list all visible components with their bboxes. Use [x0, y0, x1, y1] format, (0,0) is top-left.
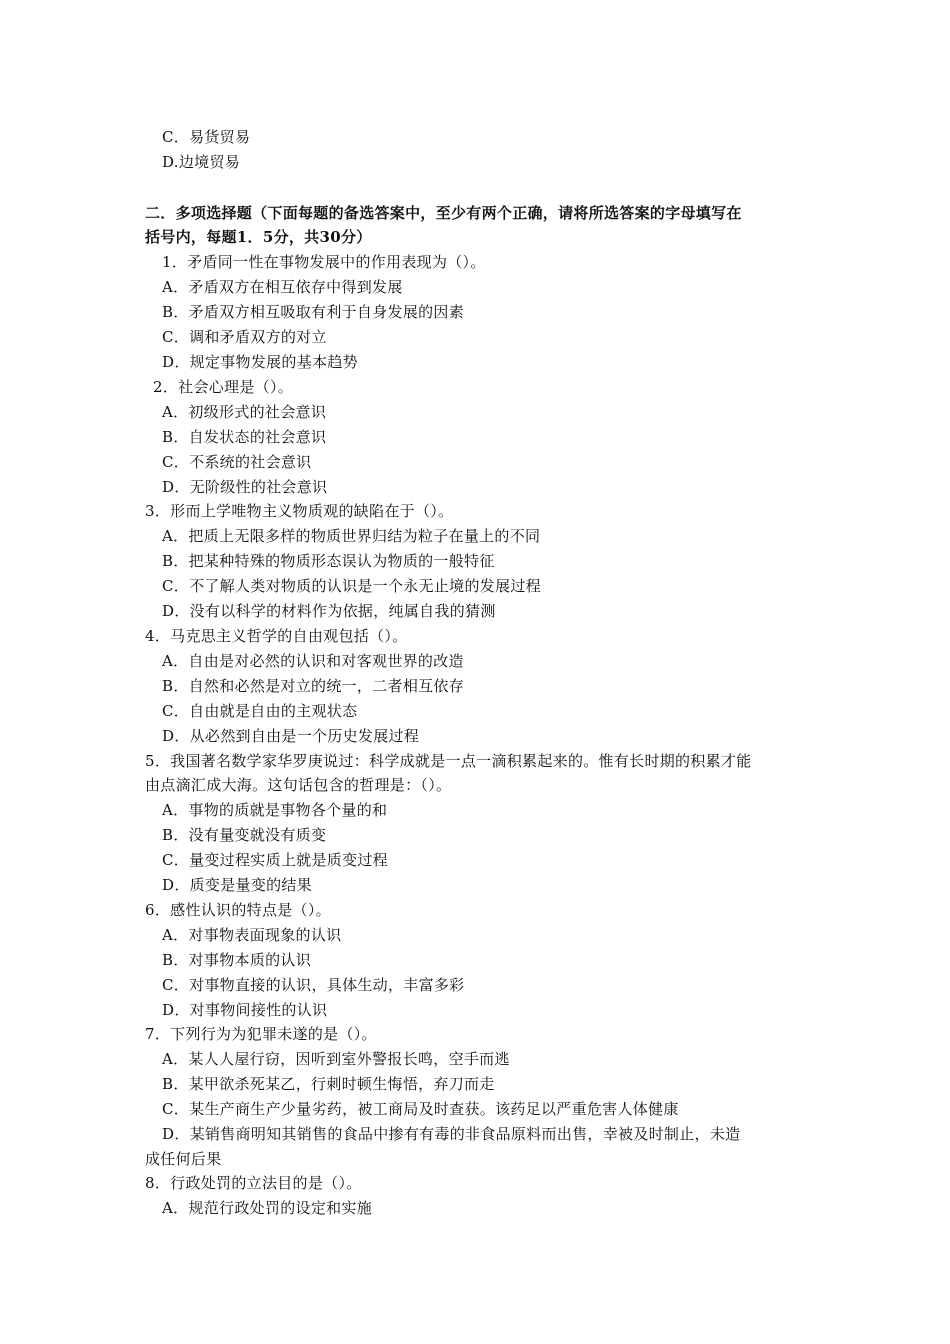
- option-line: D．从必然到自由是一个历史发展过程: [162, 727, 420, 745]
- option-line: D．质变是量变的结果: [162, 876, 313, 894]
- option-line: A．对事物表面现象的认识: [162, 926, 342, 944]
- question-line: 2．社会心理是（）。: [153, 378, 294, 396]
- option-line: D．没有以科学的材料作为依据，纯属自我的猜测: [162, 602, 496, 620]
- option-line: B．对事物本质的认识: [162, 951, 312, 969]
- question-line-cont: 由点滴汇成大海。这句话包含的哲理是：（）。: [145, 776, 452, 794]
- option-line: C．易货贸易: [162, 128, 251, 146]
- option-line: B．某甲欲杀死某乙，行刺时顿生悔悟，弃刀而走: [162, 1075, 495, 1093]
- option-line: C．量变过程实质上就是质变过程: [162, 851, 388, 869]
- option-line: D．对事物间接性的认识: [162, 1001, 328, 1019]
- option-line-cont: 成任何后果: [145, 1150, 222, 1168]
- option-line: C．不系统的社会意识: [162, 453, 312, 471]
- option-line: B．把某种特殊的物质形态误认为物质的一般特征: [162, 552, 495, 570]
- question-line: 4．马克思主义哲学的自由观包括（）。: [145, 627, 408, 645]
- question-line: 6．感性认识的特点是（）。: [145, 901, 331, 919]
- question-line: 8．行政处罚的立法目的是（）。: [145, 1174, 362, 1192]
- option-line: D．某销售商明知其销售的食品中掺有有毒的非食品原料而出售，幸被及时制止，未造: [162, 1125, 741, 1143]
- question-line: 1．矛盾同一性在事物发展中的作用表现为（）。: [162, 253, 486, 271]
- option-line: B．自然和必然是对立的统一，二者相互依存: [162, 677, 465, 695]
- question-line: 7．下列行为为犯罪未遂的是（）。: [145, 1025, 377, 1043]
- option-line: A．某人人屋行窃，因听到室外警报长鸣，空手而逃: [162, 1050, 510, 1068]
- section-heading-cont: 括号内，每题1．5分，共30分）: [145, 228, 372, 246]
- question-line: 3．形而上学唯物主义物质观的缺陷在于（）。: [145, 502, 454, 520]
- option-line: A．自由是对必然的认识和对客观世界的改造: [162, 652, 464, 670]
- option-line: C．调和矛盾双方的对立: [162, 328, 327, 346]
- option-line: D.边境贸易: [162, 153, 241, 171]
- option-line: C．某生产商生产少量劣药，被工商局及时查获。该药足以严重危害人体健康: [162, 1100, 679, 1118]
- option-line: A．规范行政处罚的设定和实施: [162, 1199, 373, 1217]
- option-line: A．事物的质就是事物各个量的和: [162, 801, 388, 819]
- question-line: 5．我国著名数学家华罗庚说过：科学成就是一点一滴积累起来的。惟有长时期的积累才能: [145, 752, 752, 770]
- option-line: A．矛盾双方在相互依存中得到发展: [162, 278, 403, 296]
- option-line: B．矛盾双方相互吸取有利于自身发展的因素: [162, 303, 465, 321]
- option-line: D．无阶级性的社会意识: [162, 478, 328, 496]
- option-line: C．自由就是自由的主观状态: [162, 702, 358, 720]
- option-line: C．不了解人类对物质的认识是一个永无止境的发展过程: [162, 577, 541, 595]
- option-line: D．规定事物发展的基本趋势: [162, 353, 358, 371]
- section-heading: 二．多项选择题（下面每题的备选答案中，至少有两个正确，请将所选答案的字母填写在: [145, 204, 742, 222]
- option-line: A．把质上无限多样的物质世界归结为粒子在量上的不同: [162, 527, 541, 545]
- option-line: B．自发状态的社会意识: [162, 428, 327, 446]
- option-line: B．没有量变就没有质变: [162, 826, 327, 844]
- option-line: C．对事物直接的认识，具体生动，丰富多彩: [162, 976, 465, 994]
- option-line: A．初级形式的社会意识: [162, 403, 327, 421]
